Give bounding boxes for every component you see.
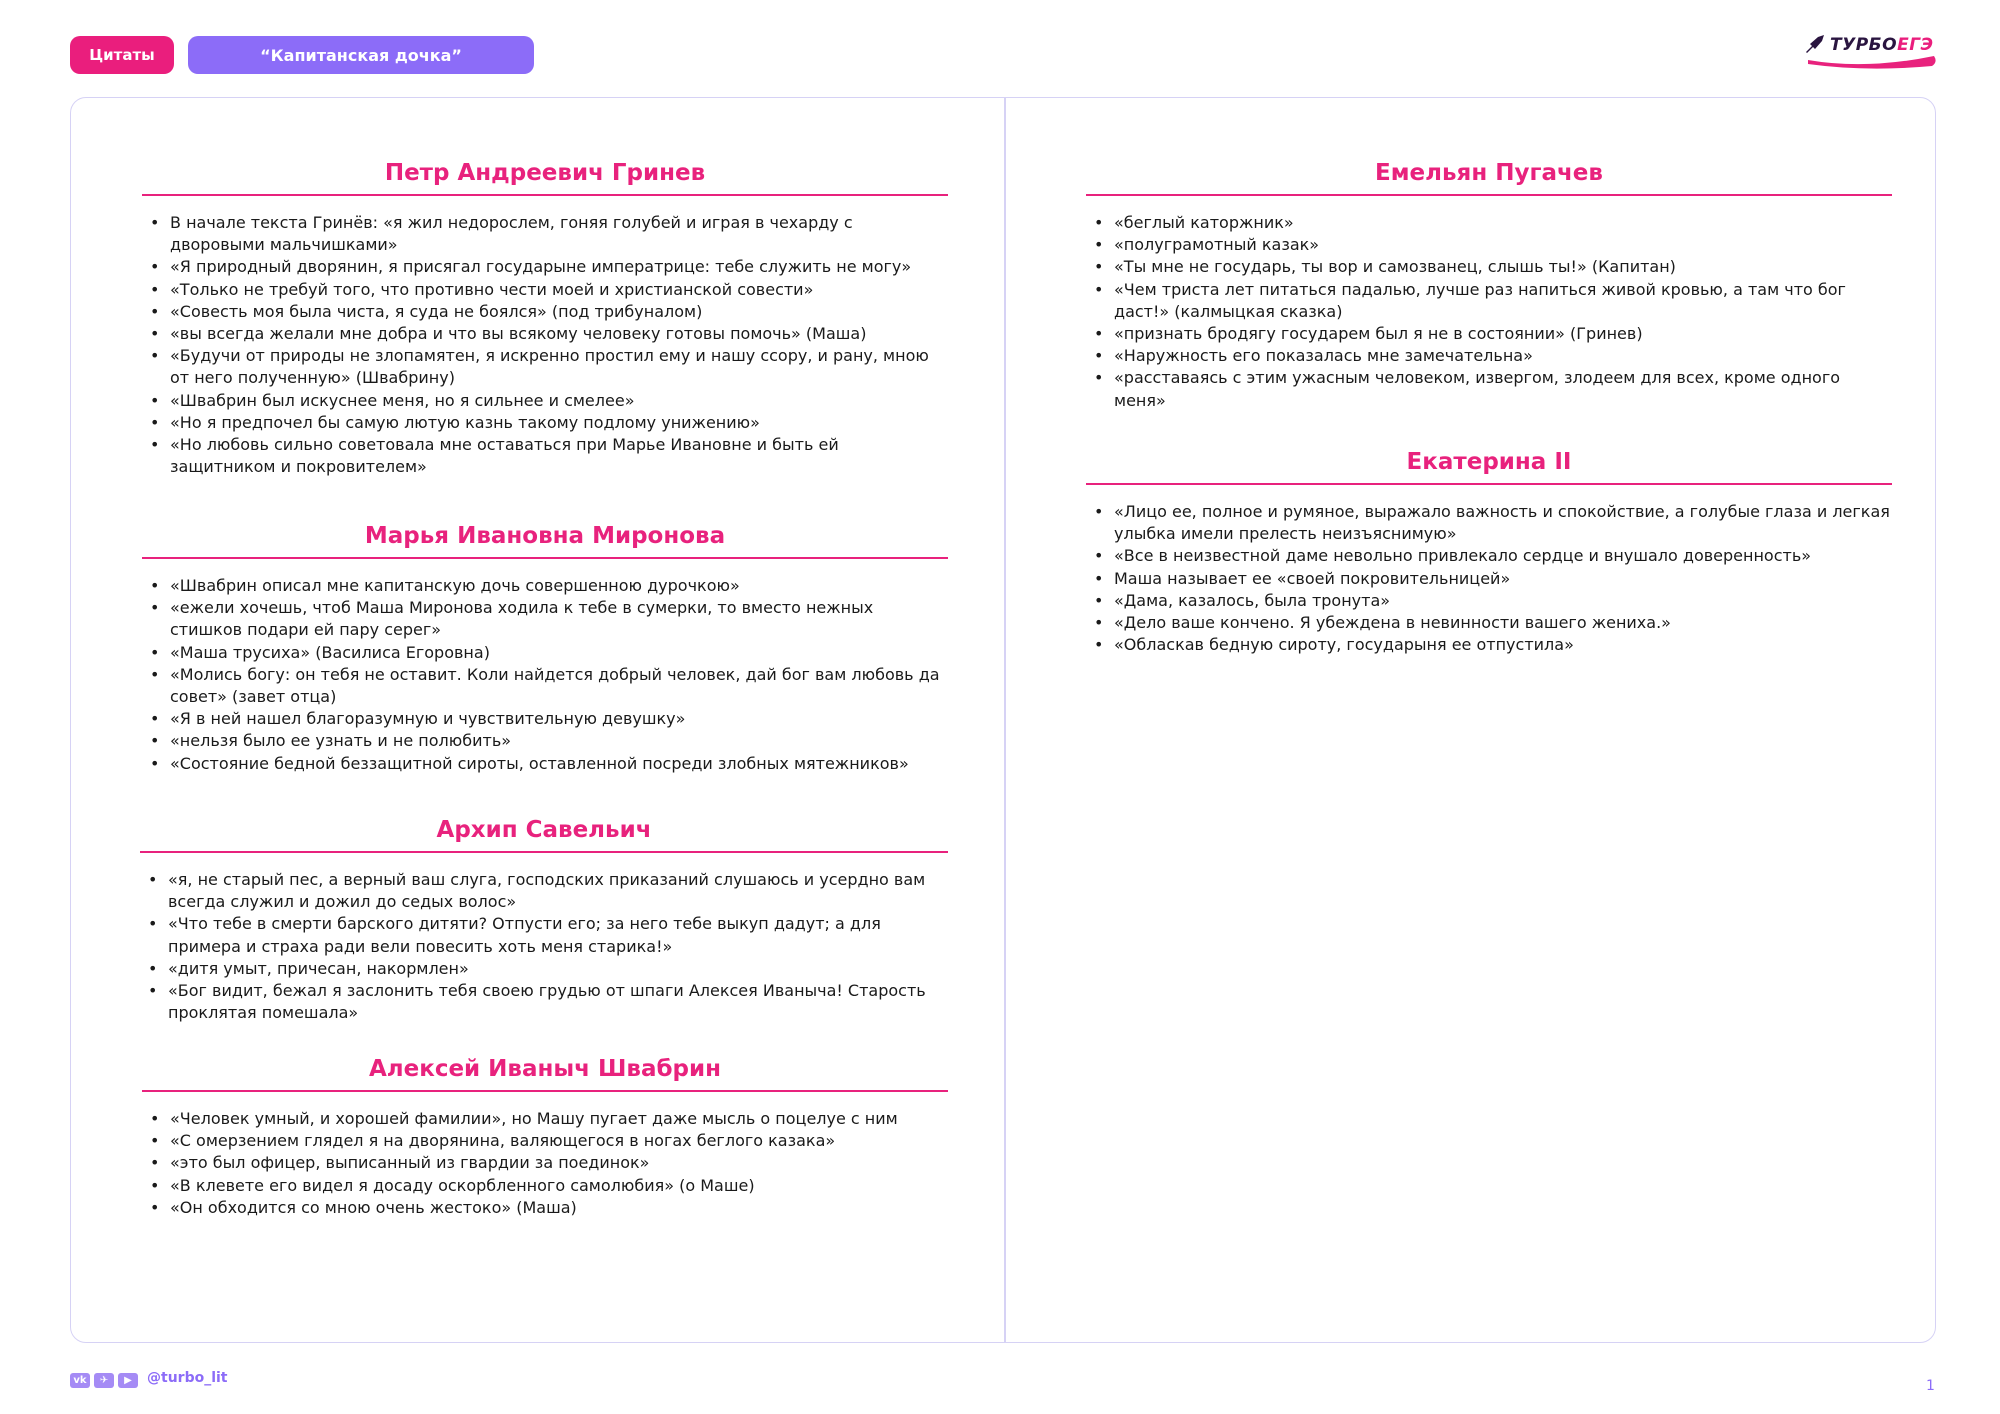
list-item: • «вы всегда желали мне добра и что вы всякому человеку готовы помочь» (Маша) [170,323,948,345]
page-number: 1 [1926,1378,1935,1394]
list-item: • «я, не старый пес, а верный ваш слуга, господских приказаний слушаюсь и усердно вам всегда служил и дожил до седых волос» [168,869,948,913]
quote-list [140,869,948,1024]
logo-wordmark: ТУРБОЕГЭ [1830,35,1934,55]
telegram-icon[interactable]: ✈ [94,1373,114,1388]
section-ekaterina [1086,447,1892,656]
list-item: • «Все в неизвестной даме невольно привлекало сердце и внушало доверенность» [1114,545,1892,567]
section-title: Архип Савельич [140,815,948,853]
list-item: • «Лицо ее, полное и румяное, выражало важность и спокойствие, а голубые глаза и легкая улыбка имели прелесть неизъяснимую» [1114,501,1892,545]
section-mironova [142,521,948,775]
category-tag: Цитаты [70,36,174,74]
list-item: • «Что тебе в смерти барского дитяти? Отпусти его; за него тебе выкуп дадут; а для примера и страха ради вели повесить хоть меня старика!» [168,913,948,957]
rocket-icon [1804,34,1826,54]
quote-list [142,575,948,775]
turbo-ege-logo [1800,32,1940,72]
section-savelich [140,815,948,1024]
section-title: Екатерина II [1086,447,1892,485]
list-item: • «Я в ней нашел благоразумную и чувствительную девушку» [170,708,948,730]
list-item: • «Но любовь сильно советовала мне оставаться при Марье Ивановне и быть ей защитником и покровителем» [170,434,948,478]
column-divider [1004,97,1006,1343]
list-item: • «С омерзением глядел я на дворянина, валяющегося в ногах беглого казака» [170,1130,948,1152]
quote-list [142,1108,948,1219]
youtube-icon[interactable]: ▶ [118,1373,138,1388]
list-item: • «расставаясь с этим ужасным человеком, извергом, злодеем для всех, кроме одного меня» [1114,367,1892,411]
list-item: • «дитя умыт, причесан, накормлен» [168,958,948,980]
section-title: Петр Андреевич Гринев [142,158,948,196]
section-title: Емельян Пугачев [1086,158,1892,196]
list-item: • «Но я предпочел бы самую лютую казнь такому подлому унижению» [170,412,948,434]
list-item: • «Молись богу: он тебя не оставит. Коли найдется добрый человек, дай бог вам любовь да совет» (завет отца) [170,664,948,708]
list-item: • «Швабрин был искуснее меня, но я сильнее и смелее» [170,390,948,412]
section-grinev [142,158,948,478]
list-item: • «Обласкав бедную сироту, государыня ее отпустила» [1114,634,1892,656]
list-item: • В начале текста Гринёв: «я жил недорослем, гоняя голубей и играя в чехарду с дворовыми мальчишками» [170,212,948,256]
list-item: • «Совесть моя была чиста, я суда не боялся» (под трибуналом) [170,301,948,323]
list-item: • «признать бродягу государем был я не в состоянии» (Гринев) [1114,323,1892,345]
list-item: • «Наружность его показалась мне замечательна» [1114,345,1892,367]
list-item: • «ежели хочешь, чтоб Маша Миронова ходила к тебе в сумерки, то вместо нежных стишков подари ей пару серег» [170,597,948,641]
section-title: Марья Ивановна Миронова [142,521,948,559]
section-shvabrin [142,1054,948,1219]
list-item: • «Бог видит, бежал я заслонить тебя своею грудью от шпаги Алексея Иваныча! Старость проклятая помешала» [168,980,948,1024]
list-item: • «это был офицер, выписанный из гвардии за поединок» [170,1152,948,1174]
list-item: • «Состояние бедной беззащитной сироты, оставленной посреди злобных мятежников» [170,753,948,775]
list-item: • «Ты мне не государь, ты вор и самозванец, слышь ты!» (Капитан) [1114,256,1892,278]
section-title: Алексей Иваныч Швабрин [142,1054,948,1092]
quote-list [142,212,948,478]
list-item: • «Он обходится со мною очень жестоко» (Маша) [170,1197,948,1219]
list-item: • «Будучи от природы не злопамятен, я искренно простил ему и нашу ссору, и рану, мною от него полученную» (Швабрину) [170,345,948,389]
section-pugachev [1086,158,1892,412]
list-item: • «Дело ваше кончено. Я убеждена в невинности вашего жениха.» [1114,612,1892,634]
list-item: • «Швабрин описал мне капитанскую дочь совершенною дурочкою» [170,575,948,597]
quote-list [1086,212,1892,412]
list-item: • Маша называет ее «своей покровительницей» [1114,568,1892,590]
list-item: • «полуграмотный казак» [1114,234,1892,256]
vk-icon[interactable]: vk [70,1373,90,1388]
list-item: • «беглый каторжник» [1114,212,1892,234]
list-item: • «Маша трусиха» (Василиса Егоровна) [170,642,948,664]
logo-swoosh [1806,54,1940,70]
document-title: “Капитанская дочка” [188,36,534,74]
quote-list [1086,501,1892,656]
list-item: • «нельзя было ее узнать и не полюбить» [170,730,948,752]
header-bar [70,36,534,74]
list-item: • «Только не требуй того, что противно чести моей и христианской совести» [170,279,948,301]
list-item: • «Человек умный, и хорошей фамилии», но Машу пугает даже мысль о поцелуе с ним [170,1108,948,1130]
list-item: • «Чем триста лет питаться падалью, лучше раз напиться живой кровью, а там что бог даст!» (калмыцкая сказка) [1114,279,1892,323]
list-item: • «Я природный дворянин, я присягал государыне императрице: тебе служить не могу» [170,256,948,278]
social-icons [70,1373,138,1388]
social-handle[interactable]: @turbo_lit [147,1370,228,1386]
list-item: • «В клевете его видел я досаду оскорбленного самолюбия» (о Маше) [170,1175,948,1197]
list-item: • «Дама, казалось, была тронута» [1114,590,1892,612]
